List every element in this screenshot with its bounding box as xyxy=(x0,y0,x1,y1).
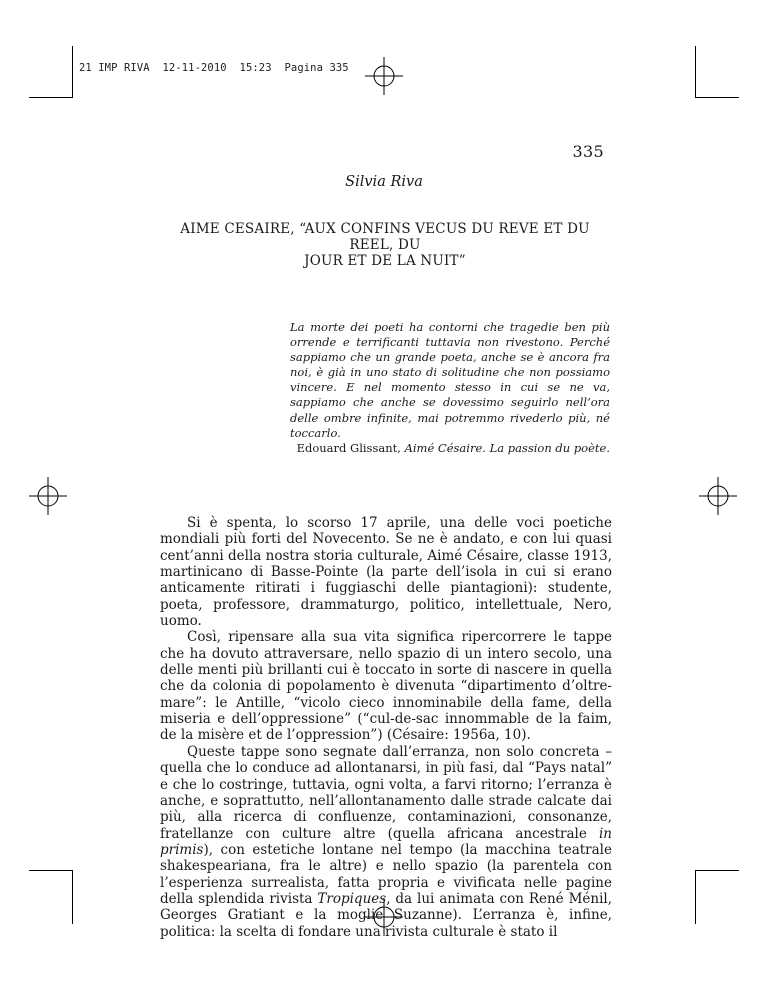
body-text xyxy=(160,515,612,940)
registration-mark-right xyxy=(699,477,737,515)
author-name: Silvia Riva xyxy=(345,174,423,190)
article-title-line-2: JOUR ET DE LA NUIT” xyxy=(304,253,466,269)
crop-mark-top-right-vertical xyxy=(695,46,696,98)
paragraph-3-part-c: ), con estetiche lontane nel tempo (la macchina teatrale shakespeariana, fra le altre) e nello spazio (la parentela con l’esperienza surrealista, fatta propria e vivificata nelle pagine della splendida rivista xyxy=(160,841,612,907)
crop-mark-bottom-right-horizontal xyxy=(695,870,739,871)
registration-mark-left xyxy=(29,477,67,515)
printer-slug: 21 IMP RIVA 12-11-2010 15:23 Pagina 335 xyxy=(79,62,349,74)
epigraph-source xyxy=(290,441,610,456)
epigraph-source-work: Aimé Césaire. La passion du poète. xyxy=(404,440,610,455)
paragraph-1: Si è spenta, lo scorso 17 aprile, una delle voci poetiche mondiali più forti del Novecento. Se ne è andato, e con lui quasi cent’anni della nostra storia culturale, Aimé Césaire, classe 1913, martinicano di Basse-Pointe (la parte dell’isola in cui si erano anticamente ritirati i fuggiaschi delle piantagioni): studente, poeta, professore, drammaturgo, politico, intellettuale, Nero, uomo. xyxy=(160,515,612,630)
crop-mark-bottom-left-vertical xyxy=(72,870,73,924)
article-title xyxy=(160,221,610,269)
paragraph-2: Così, ripensare alla sua vita significa ripercorrere le tappe che ha dovuto attraversare, nello spazio di un intero secolo, una delle menti più brillanti cui è toccato in sorte di nascere in quella che da colonia di popolamento è divenuta “dipartimento d’oltre-mare”: le Antille, “vicolo cieco innominabile della fame, della miseria e dell’oppressione” (“cul-de-sac innommable de la faim, de la misère et de l’oppression”) (Césaire: 1956a, 10). xyxy=(160,629,612,744)
crop-mark-top-right-horizontal xyxy=(695,97,739,98)
crop-mark-top-left-horizontal xyxy=(29,97,73,98)
epigraph-quote: La morte dei poeti ha contorni che tragedie ben più orrende e terrificanti tuttavia non rivestono. Perché sappiamo che un grande poeta, anche se è ancora fra noi, è già in uno stato di solitudine che non possiamo vincere. E nel momento stesso in cui se ne va, sappiamo che anche se dovessimo seguirlo nell’ora delle ombre infinite, mai potremmo rivederlo più, né toccarlo. xyxy=(290,320,610,440)
paragraph-3-part-e: , da lui animata con René Ménil, Georges Gratiant e la moglie Suzanne). L’erranza è, infine, politica: la scelta di fondare una rivista culturale è stato il xyxy=(160,890,612,940)
page-number: 335 xyxy=(572,142,604,161)
crop-mark-bottom-left-horizontal xyxy=(29,870,73,871)
registration-mark-top xyxy=(365,57,403,95)
epigraph xyxy=(290,320,610,456)
paragraph-3 xyxy=(160,744,612,940)
crop-mark-bottom-right-vertical xyxy=(695,870,696,924)
crop-mark-top-left-vertical xyxy=(72,46,73,98)
article-title-line-1: AIME CESAIRE, “AUX CONFINS VECUS DU REVE ET DU REEL, DU xyxy=(180,221,590,253)
paragraph-3-tropiques: Tropiques xyxy=(317,890,387,907)
epigraph-source-author: Edouard Glissant, xyxy=(296,440,405,455)
paragraph-3-part-a: Queste tappe sono segnate dall’erranza, non solo concreta – quella che lo conduce ad allontanarsi, in più fasi, dal “Pays natal” e che lo costringe, tuttavia, ogni volta, a farvi ritorno; l’erranza è anche, e soprattutto, nell’allontanamento dalle strade calcate dai più, alla ricerca di confluenze, contaminazioni, consonanze, fratellanze con culture altre (quella africana ancestrale xyxy=(160,743,612,842)
paragraph-3-in-primis: in primis xyxy=(160,825,612,858)
